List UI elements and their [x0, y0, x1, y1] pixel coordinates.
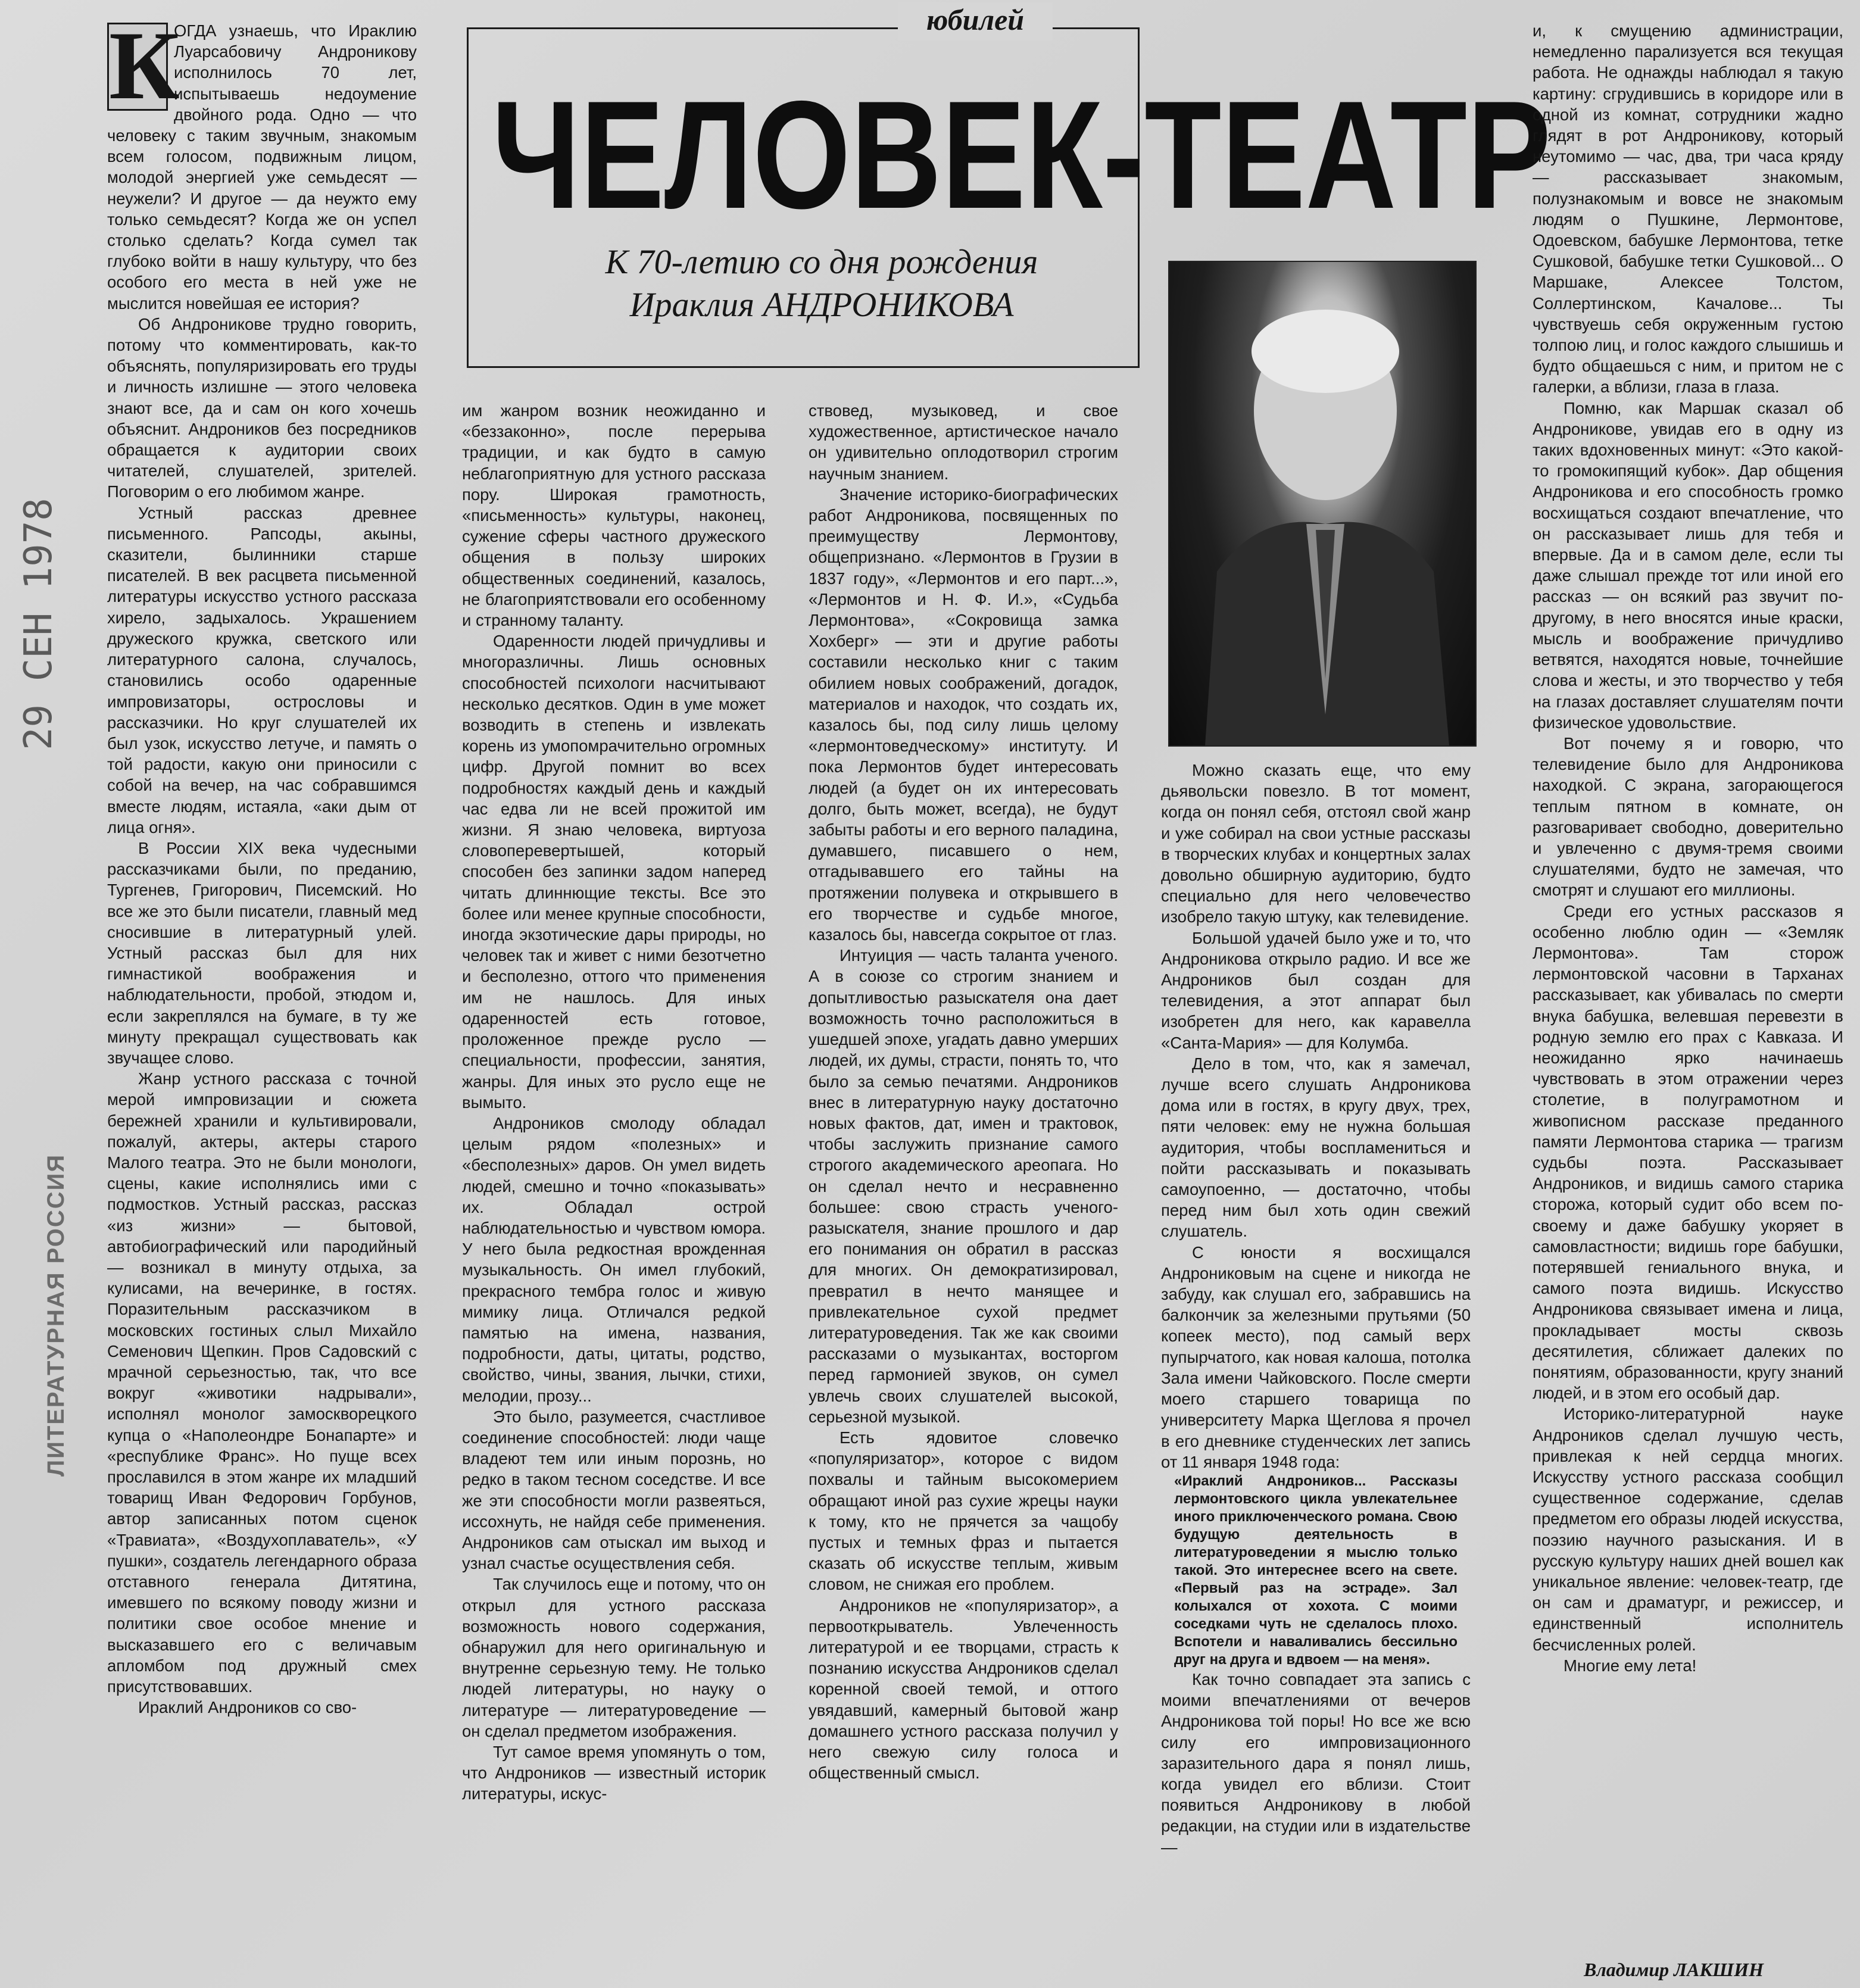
article-column-5: [1533, 20, 1843, 1955]
paragraph: Помню, как Маршак сказал об Андроникове, увидав его в одну из таких вдохновенных минут: «Это какой-то громокипящий кубок». Дар общения Андроникова и его способность громко восхищаться создают впечатление, что он рассказывает лишь для тебя и впервые. Да и в самом деле, если ты даже слышал прежде тот или иной его рассказ — он всякий раз звучит по-другому, в него вносятся иные краски, мысль и воображение причудливо ветвятся, находятся новые, точнейшие слова и жесты, и это творчество у тебя на глазах доставляет слушателям почти физическое удовольствие.: [1533, 398, 1843, 732]
paragraph: Историко-литературной науке Андроников сделал лучшую честь, привлекая к ней сердца многих. Искусству устного рассказа сообщил существенное содержание, сделав предметом его образы людей искусства, поэзию научного разыскания. И в русскую культуру наших дней вошел как уникальное явление: человек-театр, где он сам и драматург, и режиссер, и единственный исполнитель бесчисленных ролей.: [1533, 1405, 1843, 1654]
portrait-silhouette: [1169, 262, 1475, 745]
subtitle-line-2: Ираклия АНДРОНИКОВА: [629, 285, 1014, 324]
paragraph: им жанром возник неожиданно и «беззаконно», после перерыва традиции, и как будто в самую неблагоприятную для устного рассказа пору. Широкая грамотность, «письменность» культуры, наконец, сужение сферы частного дружеского общения в пользу широких общественных соединений, казалось, не благоприятствовали его особенному и странному таланту.: [462, 401, 766, 630]
article-subtitle: [554, 241, 1090, 326]
paragraph: Дело в том, что, как я замечал, лучше всего слушать Андроникова дома или в гостях, в кругу двух, трех, пяти человек: ему не нужна большая аудитория, чтобы воспламениться и пойти рассказывать и показывать самоупоенно, — достаточно, чтобы перед ним был хоть один свежий слушатель.: [1161, 1054, 1471, 1241]
paragraph: Это было, разумеется, счастливое соединение способностей: люди чаще владеют тем или иным порознь, но редко в таком тесном соседстве. И все же эти способности могли развеяться, иссохнуть, не найдя себе применения. Андроников сам отыскал им выход и узнал счастье осуществления себя.: [462, 1407, 766, 1573]
subtitle-line-1: К 70-летию со дня рождения: [605, 242, 1038, 281]
paragraph: ствовед, музыковед, и свое художественное, артистическое начало он удивительно оплодотворил строгим научным знанием.: [809, 401, 1118, 483]
paragraph: С юности я восхищался Андрониковым на сцене и никогда не забуду, как слушал его, забравшись на балкончик за железными прутьями (50 копеек место), под самый верх пупырчатого, как новая калоша, потолка Зала имени Чайковского. После смерти моего старшего товарища по университету Марка Щеглова я прочел в его дневнике студенческих лет запись от 11 января 1948 года:: [1161, 1243, 1471, 1471]
paragraph: Значение историко-биографических работ Андроникова, посвященных по преимуществу Лермонтову, общепризнано. «Лермонтов в Грузии в 1837 году», «Лермонтов и его парт...», «Лермонтов и Н. Ф. И.», «Судьба Лермонтова», «Сокровища замка Хохберг» — эти и другие работы составили несколько книг с таким обилием новых соображений, догадок, материалов и находок, что создать их, казалось бы, под силу лишь целому «лермонтоведческому» институту. И пока Лермонтов будет интересовать людей (а будет он их интересовать долго, быть может, всегда), не будут забыты работы и его верного паладина, думавшего, писавшего о нем, отгадывавшего его тайны на протяжении полувека и открывшего в его творчестве и судьбе многое, казалось бы, навсегда сокрытое от глаз.: [809, 485, 1118, 944]
paragraph: Андроников смолоду обладал целым рядом «полезных» и «бесполезных» даров. Он умел видеть людей, смешно и точно «показывать» их. Обладал острой наблюдательностью и чувством юмора. У него была редкостная врожденная музыкальность. Он имел глубокий, прекрасного тембра голос и живую мимику лица. Отличался редкой памятью на имена, названия, подробности, даты, цитаты, родство, свойство, чины, звания, лычки, стихи, мелодии, прозу...: [462, 1113, 766, 1405]
article-title: ЧЕЛОВЕК-ТЕАТР: [492, 68, 1552, 241]
paragraph: Об Андроникове трудно говорить, потому что комментировать, как-то объяснять, популяризировать его труды и личность излишне — этого человека знают все, да и сам он кого хочешь объяснит. Андроников без посредников обращается к аудитории своих читателей, слушателей, зрителей. Поговорим о его любимом жанре.: [107, 314, 417, 501]
diary-quote: «Ираклий Андроников... Рассказы лермонтовского цикла увлекательнее иного приключенческого романа. Свою будущую деятельность в литературоведении я мыслю только такой. Это интереснее всего на свете. «Первый раз на эстраде». Зал колыхался от хохота. С моими соседками чуть не сделалось плохо. Вспотели и наваливались бессильно друг на друга и вдвоем — на меня».: [1174, 1472, 1458, 1668]
paragraph: Есть ядовитое словечко «популяризатор», которое с видом похвалы и тайным высокомерием обращают иной раз сухие жрецы науки к тому, кто не прячется за чащобу пустых и темных фраз и пытается сказать об искусстве теплым, живым словом, не снижая его проблем.: [809, 1428, 1118, 1594]
paragraph: ОГДА узнаешь, что Ираклию Луарсабовичу Андроникову исполнилось 70 лет, испытываешь недоумение двойного рода. Одно — что человеку с таким звучным, знакомым всем голосом, подвижным лицом, молодой энергией уже семьдесят — неужели? И другое — да неужто ему только семьдесят? Когда же он успел столько сделать? Когда сумел так глубоко войти в нашу культуру, что без особого его места в ней уже не мыслится новейшая ее история?: [107, 21, 417, 313]
paragraph: Как точно совпадает эта запись с моими впечатлениями от вечеров Андроникова той поры! Но все же всю силу его импровизационного заразительного дара я понял лишь, когда увидел его вблизи. Стоит появиться Андроникову в любой редакции, на студии или в издательстве —: [1161, 1669, 1471, 1856]
article-column-3: [809, 400, 1118, 1979]
author-signature: Владимир ЛАКШИН: [1584, 1959, 1764, 1980]
paragraph: Андроников не «популяризатор», а первооткрыватель. Увлеченность литературой и ее творцами, страсть к познанию искусства Андроников сделал коренной своей темой, и оттого увядавший, камерный бытовой жанр домашнего устного рассказа получил у него свежую силу голоса и общественный смысл.: [809, 1596, 1118, 1783]
paragraph: Жанр устного рассказа с точной мерой импровизации и сюжета бережней хранили и культивировали, пожалуй, актеры, актеры старого Малого театра. Это не были монологи, сцены, какие исполнялись ими с подмостков. Устный рассказ, рассказ «из жизни» — бытовой, автобиографический или пародийный — возникал в минуту отдыха, за кулисами, на вечеринке, в гостях. Поразительным рассказчиком в московских гостиных слыл Михайло Семенович Щепкин. Пров Садовский с мрачной серьезностью, так, что все вокруг «животики надрывали», исполнял монолог замоскворецкого купца о «Наполеондре Бонапарте» и «республике Франс». Но пуще всех прославился в этом жанре их младший товарищ Иван Федорович Горбунов, автор записанных потом сценок «Травиата», «Воздухоплаватель», «У пушки», создатель легендарного образа отставного генерала Дитятина, имевшего по всякому поводу жизни и политики свое особое мнение и высказавшего его с величавым апломбом под дружный смех присутствовавших.: [107, 1069, 417, 1696]
article-column-4: [1161, 760, 1471, 1979]
paragraph: Интуиция — часть таланта ученого. А в союзе со строгим знанием и допытливостью разыскателя она дает возможность точно расположиться в ушедшей эпохе, угадать давно умерших людей, их думы, страсти, понять то, что было за семью печатями. Андроников внес в литературную науку достаточно новых фактов, дат, имен и трактовок, чтобы заслужить признание самого строгого академического ареопага. Но он сделал нечто и несравненно большее: свою страсть ученого-разыскателя, знание прошлого и дар его понимания он обратил в рассказ для многих. Он демократизировал, превратил в нечто манящее и привлекательное сухой предмет литературоведения. Так же как своими рассказами о музыкантах, восторгом перед гармонией звуков, он сумел увлечь своих слушателей высокой, серьезной музыкой.: [809, 946, 1118, 1426]
paragraph: Многие ему лета!: [1563, 1656, 1697, 1675]
paragraph: Среди его устных рассказов я особенно люблю один — «Земляк Лермонтова». Там сторож лермонтовской часовни в Тарханах рассказывает, как убивалась по смерти внука бабушка, велевшая перевезти в родную землю его прах с Кавказа. И неожиданно ярко начинаешь чувствовать в этом отражении через столетие, в полуграмотном и живописном рассказе преданного памяти Лермонтова старика — трагизм судьбы поэта. Рассказывает Андроников, и видишь самого старика сторожа, который судит обо всем по-своему и даже бабушку укоряет в самовластности; видишь горе бабушки, потерявшей гениального внука, и самого поэта видишь. Искусство Андроникова связывает имена и лица, прокладывает мосты сквозь десятилетия, сближает далеких по понятиям, образованности, кругу знаний людей, и в этом его особый дар.: [1533, 901, 1843, 1403]
paragraph: Вот почему я и говорю, что телевидение было для Андроникова находкой. С экрана, загорающегося теплым пятном в комнате, он разговаривает свободно, доверительно и увлеченно с двумя-тремя своими слушателями, будто не замечая, что смотрят и слушают его миллионы.: [1533, 734, 1843, 900]
portrait-photo: [1168, 261, 1477, 747]
paragraph: Одаренности людей причудливы и многоразличны. Лишь основных способностей психологи насчитывают несколько десятков. Один в уме может возводить в степень и извлекать корень из умопомрачительно огромных цифр. Другой помнит во всех подробностях каждый день и каждый час едва ли не всей прожитой им жизни. Я знаю человека, виртуоза словоперевертышей, который способен без запинки задом наперед читать длиннющие тексты. Все это более или менее крупные способности, иногда экзотические дары природы, но человек так и живет с ними безотчетно и бесполезно, оттого что применения им не нашлось. Для иных одаренностей есть готовое, проложенное прежде русло — специальности, профессии, занятия, жанры. Для иных это русло еще не вымыто.: [462, 632, 766, 1112]
paragraph: Большой удачей было уже и то, что Андроникова открыло радио. И все же Андроников был создан для телевидения, а этот аппарат был изобретен для него, как каравелла «Санта-Мария» — для Колумба.: [1161, 928, 1471, 1052]
paragraph: Устный рассказ древнее письменного. Рапсоды, акыны, сказители, былинники старше писателей. В век расцвета письменной литературы искусство устного рассказа хирело, задыхалось. Украшением дружеского кружка, светского или литературного салона, случалось, становились особо одаренные импровизаторы, острословы и рассказчики. Но круг слушателей их был узок, искусство летуче, и память о той радости, какую они приносили с собой на вечер, на час собравшимся вместе людям, истаяла, «аки дым от лица огня».: [107, 503, 417, 837]
drop-cap: К: [107, 23, 168, 111]
article-column-2: [462, 400, 766, 1979]
article-column-1: [107, 20, 417, 1979]
rubric-label: юбилей: [898, 2, 1053, 40]
paragraph: В России XIX века чудесными рассказчиками были, по преданию, Тургенев, Григорович, Писемский. Но все же это были писатели, главный мед сносившие в литературный улей. Устный рассказ был для них гимнастикой воображения и наблюдательности, пробой, этюдом и, если закреплялся на бумаге, в ту же минуту прекращал существовать как звучащее слово.: [107, 838, 417, 1067]
paragraph: Ираклий Андроников со сво-: [138, 1698, 357, 1717]
paragraph: Можно сказать еще, что ему дьявольски повезло. В тот момент, когда он понял себя, отстоял свой жанр и уже собирал на свои устные рассказы в творческих клубах и концертных залах довольно обширную аудиторию, будто специально для него человечество изобрело такую штуку, как телевидение.: [1161, 761, 1471, 926]
paragraph: Тут самое время упомянуть о том, что Андроников — известный историк литературы, искус-: [462, 1743, 766, 1803]
date-stamp: 29 СЕН 1978: [17, 498, 61, 750]
publication-stamp: ЛИТЕРАТУРНАЯ РОССИЯ: [43, 1153, 69, 1477]
paragraph: Так случилось еще и потому, что он открыл для устного рассказа возможность нового содержания, обнаружил для него оригинальную и внутренне серьезную тему. Не только людей литературы, но науку о литературе — литературоведение — он сделал предметом изображения.: [462, 1575, 766, 1740]
paragraph: и, к смущению администрации, немедленно парализуется вся текущая работа. Не однажды наблюдал я такую картину: сгрудившись в коридоре или в одной из комнат, сотрудники жадно глядят в рот Андроникову, который неутомимо — час, два, три часа кряду — рассказывает знакомым, полузнакомым и вовсе не знакомым людям о Пушкине, Лермонтове, Одоевском, бабушке Лермонтова, тетке Сушковой, бабушке тетки Сушковой... О Маршаке, Алексее Толстом, Соллертинском, Качалове... Ты чувствуешь себя окруженным густою толпою лиц, и голос каждого слышишь и будто общаешься с ним, и притом не с галерки, а вблизи, глаза в глаза.: [1533, 21, 1843, 397]
